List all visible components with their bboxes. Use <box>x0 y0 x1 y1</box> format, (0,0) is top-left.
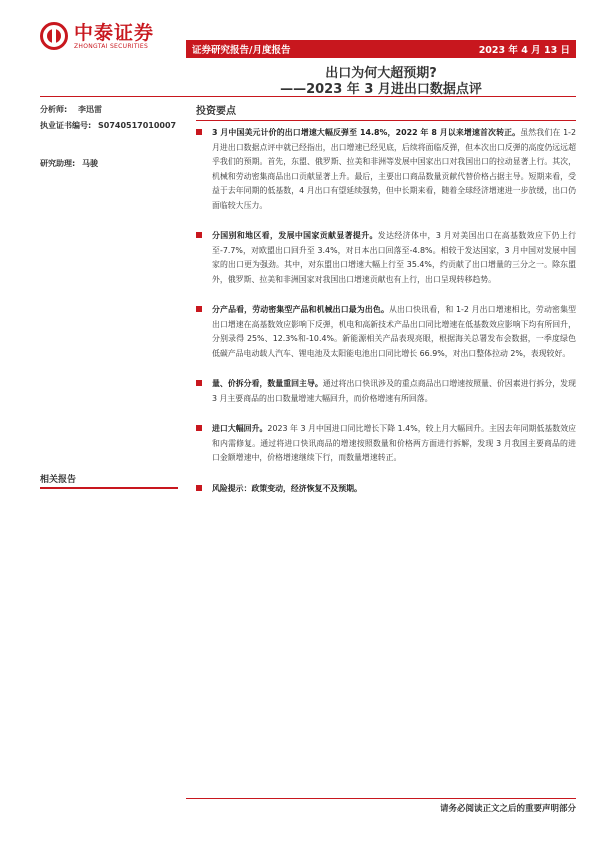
key-points-list <box>196 126 576 512</box>
key-point-text <box>212 422 576 466</box>
report-type: 证券研究报告/月度报告 <box>192 45 291 56</box>
section-title: 投资要点 <box>196 102 576 121</box>
assistant-label: 研究助理: <box>40 159 76 168</box>
key-point-body: 从出口快讯看，和 1-2 月出口增速相比，劳动密集型出口增速在高基数效应影响下反弹，机电和高新技术产品出口同比增速在低基数效应影响下均有所回升，分别录得 25%、12.3%和-10.4%。新能源相关产品表现亮眼，根据海关总署发布会数据，一季度绿色低碳产品电动载人汽车、锂电池及太阳能电池出口同比增长 66.9%，对出口整体拉动 2%，表现较好。 <box>212 305 576 358</box>
key-point-body: 虽然我们在 1-2 月进出口数据点评中就已经指出，出口增速已经见底，后续将面临反弹，但本次出口反弹的高度仍远远超乎我们的预期。首先，东盟、俄罗斯、拉美和非洲等发展中国家出口对我国出口的拉动显著上行。其次，机械和劳动密集商品出口贡献显著上升。最后，主要出口商品数量贡献代替价格占据主导。短期来看，受益于去年同期的低基数，4 月出口有望延续强势，但中长期来看，随着全球经济增速进一步放缓，出口仍面临较大压力。 <box>212 128 576 210</box>
key-point-lead: 分产品看，劳动密集型产品和机械出口最为出色。 <box>212 305 389 314</box>
footer-disclaimer: 请务必阅读正文之后的重要声明部分 <box>439 804 576 814</box>
key-point <box>196 422 576 466</box>
divider <box>40 96 576 97</box>
key-point-text <box>212 482 362 497</box>
report-subtitle: ——2023 年 3 月进出口数据点评 <box>280 82 482 97</box>
license-number: S0740517010007 <box>98 121 177 130</box>
report-banner <box>186 40 576 58</box>
key-point-lead: 量、价拆分看，数量重回主导。 <box>212 379 323 388</box>
bullet-square-icon <box>196 425 202 431</box>
bullet-square-icon <box>196 129 202 135</box>
company-logo <box>40 22 154 50</box>
key-point-text <box>212 229 576 287</box>
key-point-lead: 风险提示：政策变动，经济恢复不及预期。 <box>212 483 362 493</box>
key-point-body: 通过将出口快讯涉及的重点商品出口增速按照量、价因素进行拆分，发现 3 月主要商品的出口数量增速大幅回升，而价格增速有所回落。 <box>212 379 576 403</box>
report-date: 2023 年 4 月 13 日 <box>478 45 570 56</box>
assistant-line <box>40 158 98 169</box>
logo-mark-icon <box>40 22 68 50</box>
bullet-square-icon <box>196 232 202 238</box>
license-line <box>40 120 176 131</box>
bullet-square-icon <box>196 380 202 386</box>
key-point-lead: 3 月中国美元计价的出口增速大幅反弹至 14.8%，2022 年 8 月以来增速首次转正。 <box>212 128 521 137</box>
key-point-lead: 分国别和地区看，发展中国家贡献显著提升。 <box>212 231 378 240</box>
logo-cn: 中泰证券 <box>74 21 155 44</box>
analyst-name: 李迅雷 <box>78 105 102 114</box>
logo-en: ZHONGTAI SECURITIES <box>74 42 149 50</box>
bullet-square-icon <box>196 485 202 491</box>
analyst-label: 分析师: <box>40 105 68 114</box>
bullet-square-icon <box>196 306 202 312</box>
key-point <box>196 229 576 287</box>
license-label: 执业证书编号: <box>40 121 92 130</box>
key-point-lead: 进口大幅回升。 <box>212 424 268 433</box>
key-point <box>196 126 576 213</box>
footer-divider <box>186 798 576 799</box>
key-point <box>196 303 576 361</box>
analyst-line <box>40 104 102 115</box>
key-point-text <box>212 377 576 406</box>
report-title: 出口为何大超预期? <box>325 66 437 81</box>
related-reports-heading: 相关报告 <box>40 472 178 489</box>
key-point <box>196 377 576 406</box>
key-point-body: 2023 年 3 月中国进口同比增长下降 1.4%，较上月大幅回升。主因去年同期低基数效应和内需修复。通过将进口快讯商品的增速按照数量和价格两方面进行拆解，发现 3 月我国主要商品的进口金额增速中，价格增速继续下行，而数量增速转正。 <box>212 424 576 462</box>
key-point <box>196 482 576 497</box>
key-point-body: 发达经济体中，3 月对美国出口在高基数效应下仍上行至-7.7%，对欧盟出口回升至 3.4%，对日本出口回落至-4.8%。相较于发达国家，3 月中国对发展中国家的出口更为强劲。其中，对东盟出口增速大幅上行至 35.4%，约贡献了出口增量的三分之一。除东盟外，俄罗斯、拉美和非洲国家对我国出口增速贡献也有上行，出口呈现转移趋势。 <box>212 231 576 284</box>
key-point-text <box>212 303 576 361</box>
assistant-name: 马骏 <box>82 159 98 168</box>
logo-text <box>74 23 154 50</box>
key-point-text <box>212 126 576 213</box>
